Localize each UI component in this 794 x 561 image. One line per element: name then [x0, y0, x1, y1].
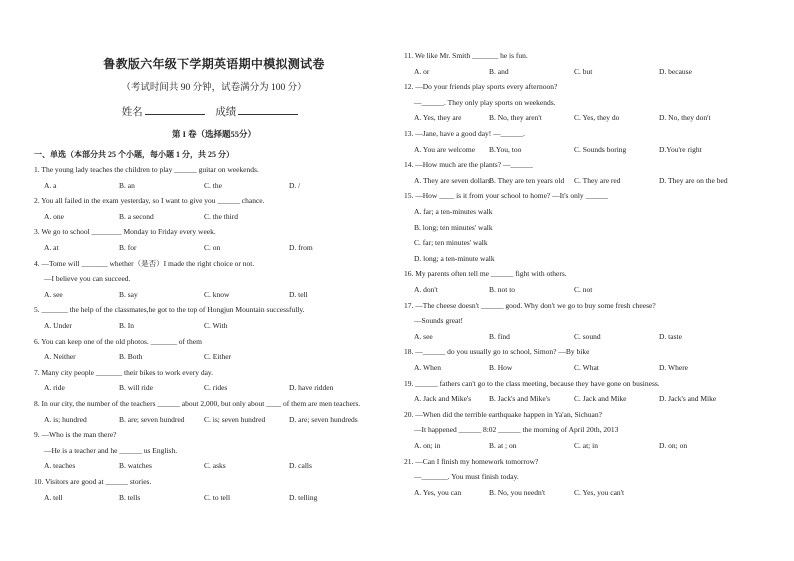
question-subline: —______. They only play sports on weekends. [414, 97, 556, 107]
answer-option[interactable]: C. to tell [204, 492, 231, 502]
answer-option[interactable]: D. / [289, 180, 301, 190]
answer-option[interactable]: C. at; in [574, 441, 598, 450]
question-subline: —I believe you can succeed. [44, 274, 131, 284]
answer-option[interactable]: A. see [414, 331, 433, 341]
answer-option[interactable]: B. watches [119, 461, 152, 471]
answer-option[interactable]: C. on [204, 243, 221, 252]
answer-option[interactable]: B. find [489, 331, 510, 341]
answer-option[interactable]: D. because [659, 66, 692, 76]
answer-option[interactable]: C. What [574, 363, 599, 372]
question-stem: 20. —When did the terrible earthquake happen in Ya'an, Sichuan? [404, 409, 602, 419]
part-title: 一、单选（本部分共 25 个小题，每小题 1 分，共 25 分） [34, 150, 234, 159]
answer-option[interactable]: A. don't [414, 285, 438, 294]
question-stem: 4. —Tome will _______ whether（是否）I made the right choice or not. [34, 258, 255, 268]
question-subline: D. long; a ten-minute walk [414, 253, 495, 263]
answer-option[interactable]: B. are; seven hundred [119, 414, 185, 424]
question-subline: —It happened ______ 8:02 ______ the morning of April 20th, 2013 [414, 425, 619, 435]
answer-option[interactable]: B. tells [119, 492, 141, 502]
answer-option[interactable]: C. the third [204, 211, 238, 221]
answer-option[interactable]: B.You, too [489, 144, 522, 154]
answer-option[interactable]: A. see [44, 289, 63, 299]
question-subline: —_______. You must finish today. [414, 472, 519, 482]
answer-option[interactable]: D. taste [659, 331, 682, 341]
question-stem: 18. —______ do you usually go to school, Simon? —By bike [404, 347, 590, 357]
answer-option[interactable]: D. Where [659, 363, 689, 372]
question-stem: 11. We like Mr. Smith _______ he is fun. [404, 51, 528, 60]
answer-option[interactable]: B. Both [119, 352, 143, 362]
answer-option[interactable]: B. at ; on [489, 441, 517, 450]
question-stem: 10. Visitors are good at ______ stories. [34, 477, 152, 486]
page-title: 鲁教版六年级下学期英语期中模拟测试卷 [103, 57, 325, 71]
answer-option[interactable]: A. tell [44, 492, 63, 502]
answer-option[interactable]: A. You are welcome [414, 144, 476, 154]
question-stem: 16. My parents often tell me ______ fight with others. [404, 269, 567, 279]
question-stem: 7. Many city people _______ their bikes to work every day. [34, 367, 214, 377]
answer-option[interactable]: D. on; on [659, 441, 688, 450]
question-stem: 3. We go to school ________ Monday to Friday every week. [34, 227, 216, 237]
answer-option[interactable]: D.You're right [659, 144, 702, 154]
answer-option[interactable]: B. Jack's and Mike's [489, 394, 551, 404]
name-label: 姓名 [121, 107, 143, 118]
answer-option[interactable]: C. With [204, 321, 228, 330]
answer-option[interactable]: B. and [489, 66, 509, 76]
answer-option[interactable]: D. Jack's and Mike [659, 394, 717, 404]
question-subline: —He is a teacher and he ______ us English. [44, 445, 178, 455]
answer-option[interactable]: C. not [574, 285, 593, 294]
question-stem: 12. —Do your friends play sports every afternoon? [404, 82, 558, 92]
answer-option[interactable]: B. say [119, 289, 138, 299]
answer-option[interactable]: A. or [414, 66, 430, 76]
name-blank[interactable] [145, 105, 205, 115]
section-title: 第 I 卷（选择题55分） [171, 129, 257, 139]
question-stem: 8. In our city, the number of the teachers ______ about 2,000, but only about ____ of them are men teachers. [34, 399, 361, 408]
name-score-row [34, 104, 394, 119]
answer-option[interactable]: A. Yes, they are [414, 113, 462, 123]
answer-option[interactable]: B. a second [119, 211, 154, 221]
question-stem: 19. ______ fathers can't go to the class meeting, because they have gone on business. [404, 378, 660, 388]
question-stem: 2. You all failed in the exam yesterday, so I want to give you ______ chance. [34, 196, 265, 206]
answer-option[interactable]: C. asks [204, 461, 226, 471]
answer-option[interactable]: A. a [44, 180, 57, 190]
answer-option[interactable]: A. They are seven dollars [414, 175, 491, 185]
answer-option[interactable]: D. No, they don't [659, 113, 711, 123]
answer-option[interactable]: C. Either [204, 352, 232, 362]
answer-option[interactable]: B. for [119, 243, 137, 252]
question-stem: 6. You can keep one of the old photos. _______ of them [34, 336, 202, 346]
question-subline: A. far; a ten-minutes walk [414, 207, 493, 216]
answer-option[interactable]: A. teaches [44, 461, 76, 471]
answer-option[interactable]: B. They are ten years old [489, 175, 565, 185]
answer-option[interactable]: C. Yes, they do [574, 113, 620, 123]
score-label: 成绩 [215, 107, 237, 118]
answer-option[interactable]: C. sound [574, 331, 601, 341]
answer-option[interactable]: A. ride [44, 383, 65, 393]
answer-option[interactable]: B. No, they aren't [489, 113, 542, 123]
question-stem: 5. _______ the help of the classmates,he got to the top of Hongjun Mountain successfully. [34, 305, 305, 315]
question-stem: 9. —Who is the man there? [34, 430, 117, 440]
answer-option[interactable]: C. Sounds boring [574, 144, 627, 154]
question-subline: B. long; ten minutes' walk [414, 222, 493, 232]
answer-option[interactable]: C. the [204, 180, 222, 190]
answer-option[interactable]: D. calls [289, 461, 312, 471]
exam-subtitle: （考试时间共 90 分钟，试卷满分为 100 分） [121, 83, 307, 93]
answer-option[interactable]: C. Jack and Mike [574, 394, 627, 404]
answer-option[interactable]: D. from [289, 243, 313, 252]
answer-option[interactable]: A. Yes, you can [414, 487, 462, 497]
answer-option[interactable]: A. one [44, 211, 64, 221]
question-subline: C. far; ten minutes' walk [414, 238, 488, 248]
answer-option[interactable]: C. but [574, 66, 593, 76]
answer-option[interactable]: B. No, you needn't [489, 487, 546, 497]
answer-option[interactable]: B. not to [489, 285, 516, 294]
question-stem: 17. —The cheese doesn't ______ good. Why don't we go to buy some fresh cheese? [404, 300, 656, 310]
question-stem: 21. —Can I finish my homework tomorrow? [404, 456, 539, 466]
answer-option[interactable]: C. is; seven hundred [204, 414, 266, 424]
answer-option[interactable]: B. an [119, 180, 135, 190]
answer-option[interactable]: A. Jack and Mike's [414, 394, 472, 404]
answer-option[interactable]: B. How [489, 363, 513, 372]
answer-option[interactable]: B. In [119, 321, 134, 330]
answer-option[interactable]: C. They are red [574, 175, 621, 185]
question-subline: —Sounds great! [414, 316, 463, 326]
answer-option[interactable]: A. Under [44, 321, 72, 330]
answer-option[interactable]: C. Yes, you can't [574, 487, 625, 497]
score-blank[interactable] [238, 105, 298, 115]
question-stem: 15. —How ____ is it from your school to home? —It's only ______ [404, 191, 609, 201]
answer-option[interactable]: D. are; seven hundreds [289, 414, 358, 424]
answer-option[interactable]: C. know [204, 289, 230, 299]
question-stem: 14. —How much are the plants? —______ [404, 160, 533, 170]
answer-option[interactable]: A. on; in [414, 441, 441, 450]
answer-option[interactable]: A. Neither [44, 352, 76, 362]
answer-option[interactable]: B. will ride [119, 383, 153, 393]
answer-option[interactable]: C. rides [204, 383, 228, 393]
answer-option[interactable]: D. They are on the bed [659, 175, 728, 185]
question-stem: 13. —Jane, have a good day! —______. [404, 129, 526, 138]
answer-option[interactable]: A. at [44, 243, 59, 252]
answer-option[interactable]: D. telling [289, 492, 318, 502]
answer-option[interactable]: D. have ridden [289, 383, 334, 393]
answer-option[interactable]: A. is; hundred [44, 414, 87, 424]
question-stem: 1. The young lady teaches the children to play ______ guitar on weekends. [34, 165, 259, 174]
answer-option[interactable]: A. When [414, 363, 441, 372]
answer-option[interactable]: D. tell [289, 289, 308, 299]
